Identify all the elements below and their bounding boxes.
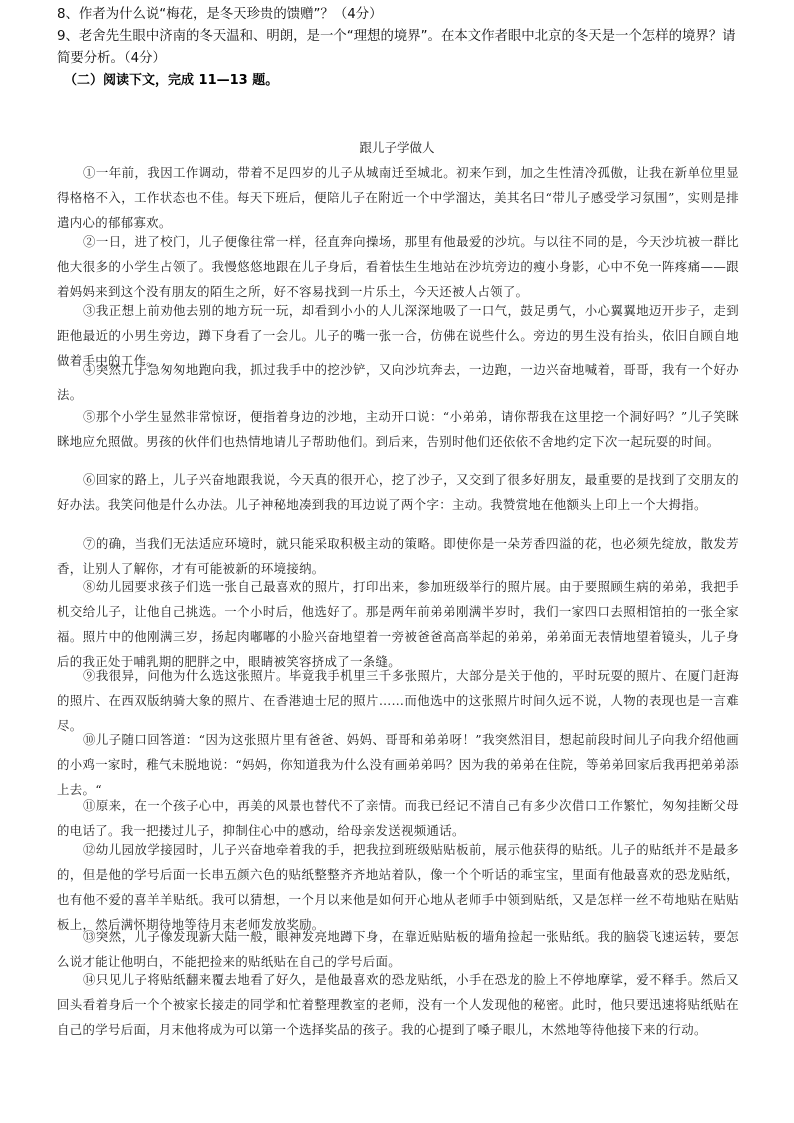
paragraph-14: ⑭只见儿子将贴纸翻来覆去地看了好久，是他最喜欢的恐龙贴纸，小手在恐龙的脸上不停地摩挲，爱不释手。然后又回头看着身后一个个被家长接走的同学和忙着整理教室的老师，没有一个人发现他的秘密。此时，他只要迅速将贴纸贴在自己的学号后面，月末他将成为可以第一个选择奖品的孩子。我的心提到了嗓子眼儿，木然地等待他接下来的行动。	[57, 972, 739, 1037]
question-9: 9、老舍先生眼中济南的冬天温和、明朗，是一个“理想的境界”。在本文作者眼中北京的冬天是一个怎样的境界？请简要分析。（4分）	[57, 29, 736, 66]
paragraph-3: ③我正想上前劝他去别的地方玩一玩，却看到小小的人儿深深地吸了一口气，鼓足勇气，小心翼翼地迈开步子，走到距他最近的小男生旁边，蹲下身看了一会儿。儿子的嘴一张一合，仿佛在说些什么。旁边的男生没有抬头，依旧自顾自地做着手中的工作。	[57, 303, 739, 368]
article-title: 跟儿子学做人	[359, 140, 435, 155]
paragraph-7: ⑦的确，当我们无法适应环境时，就只能采取积极主动的策略。即使你是一朵芳香四溢的花，也必须先绽放，散发芳香，让别人了解你，才有可能被新的环境接纳。	[57, 536, 739, 576]
paragraph-2: ②一日，进了校门，儿子便像往常一样，径直奔向操场，那里有他最爱的沙坑。与以往不同的是，今天沙坑被一群比他大很多的小学生占领了。我慢悠悠地跟在儿子身后，看着怯生生地站在沙坑旁边的瘦小身影，心中不免一阵疼痛——跟着妈妈来到这个没有朋友的陌生之所，好不容易找到一片乐土，今天还被人占领了。	[57, 234, 739, 299]
paragraph-9: ⑨我很异，问他为什么选这张照片。毕竟我手机里三千多张照片，大部分是关于他的，平时玩耍的照片、在厦门赶海的照片、在西双版纳骑大象的照片、在香港迪士尼的照片……而他选中的这张照片时间久远不说，人物的表现也是一言难尽。	[57, 668, 739, 733]
paragraph-10: ⑩儿子随口回答道：“因为这张照片里有爸爸、妈妈、哥哥和弟弟呀！”我突然泪目，想起前段时间儿子向我介绍他画的小鸡一家时，稚气未脱地说：“妈妈，你知道我为什么没有画弟弟吗？因为我的弟弟在住院，等弟弟回家后我再把弟弟添上去。“	[57, 732, 739, 797]
paragraph-12: ⑫幼儿园放学接园时，儿子兴奋地牵着我的手，把我拉到班级贴贴板前，展示他获得的贴纸。儿子的贴纸并不是最多的，但是他的学号后面一长串五颜六色的贴纸整整齐齐地站着队，像一个个听话的乖宝宝，里面有他最喜欢的恐龙贴纸，也有他不爱的喜羊羊贴纸。我可以猜想，一个月以来他是如何开心地从老师手中领到贴纸，又是怎样一丝不苟地贴在贴贴板上，然后满怀期待地等待月末老师发放奖励。	[57, 842, 739, 932]
paragraph-6: ⑥回家的路上，儿子兴奋地跟我说，今天真的很开心，挖了沙子，又交到了很多好朋友，最重要的是找到了交朋友的好办法。我笑问他是什么办法。儿子神秘地凑到我的耳边说了两个字：主动。我赞赏地在他额头上印上一个大拇指。	[57, 472, 739, 512]
paragraph-13: ⑬突然，儿子像发现新大陆一般，眼神发亮地蹲下身，在靠近贴贴板的墙角捡起一张贴纸。我的脑袋飞速运转，要怎么说才能让他明白，不能把捡来的贴纸贴在自己的学号后面。	[57, 929, 739, 969]
paragraph-8: ⑧幼儿园要求孩子们选一张自己最喜欢的照片，打印出来，参加班级举行的照片展。由于要照顾生病的弟弟，我把手机交给儿子，让他自己挑选。一个小时后，他选好了。那是两年前弟弟刚满半岁时，我们一家四口去照相馆拍的一张全家福。照片中的他刚满三岁，扬起肉嘟嘟的小脸兴奋地望着一旁被爸爸高高举起的弟弟，弟弟面无表情地望着镜头，儿子身后的我正处于哺乳期的肥胖之中，眼睛被笑容挤成了一条缝。	[57, 579, 739, 669]
paragraph-4: ④突然儿子急匆匆地跑向我，抓过我手中的挖沙铲，又向沙坑奔去，一边跑，一边兴奋地喊着，哥哥，我有一个好办法。	[57, 362, 739, 402]
section-heading: （二）阅读下文，完成 11—13 题。	[64, 73, 279, 88]
paragraph-5: ⑤那个小学生显然非常惊讶，便指着身边的沙地，主动开口说：“小弟弟，请你帮我在这里挖一个洞好吗？”儿子笑眯眯地应允照做。男孩的伙伴们也热情地请儿子帮助他们。到后来，告别时他们还依依不舍地约定下次一起玩耍的时间。	[57, 409, 739, 449]
paragraph-11: ⑪原来，在一个孩子心中，再美的风景也替代不了亲情。而我已经记不清自己有多少次借口工作繁忙，匆匆挂断父母的电话了。我一把搂过儿子，抑制住心中的感动，给母亲发送视频通话。	[57, 798, 739, 838]
question-8: 8、作者为什么说“梅花，是冬天珍贵的馈赠”？（4分）	[57, 7, 383, 22]
paragraph-1: ①一年前，我因工作调动，带着不足四岁的儿子从城南迁至城北。初来乍到，加之生性清冷孤傲，让我在新单位里显得格格不入，工作状态也不佳。每天下班后，便陪儿子在附近一个中学溜达，美其名曰“带儿子感受学习氛围”，实则是排遣内心的郁郁寡欢。	[57, 165, 739, 230]
